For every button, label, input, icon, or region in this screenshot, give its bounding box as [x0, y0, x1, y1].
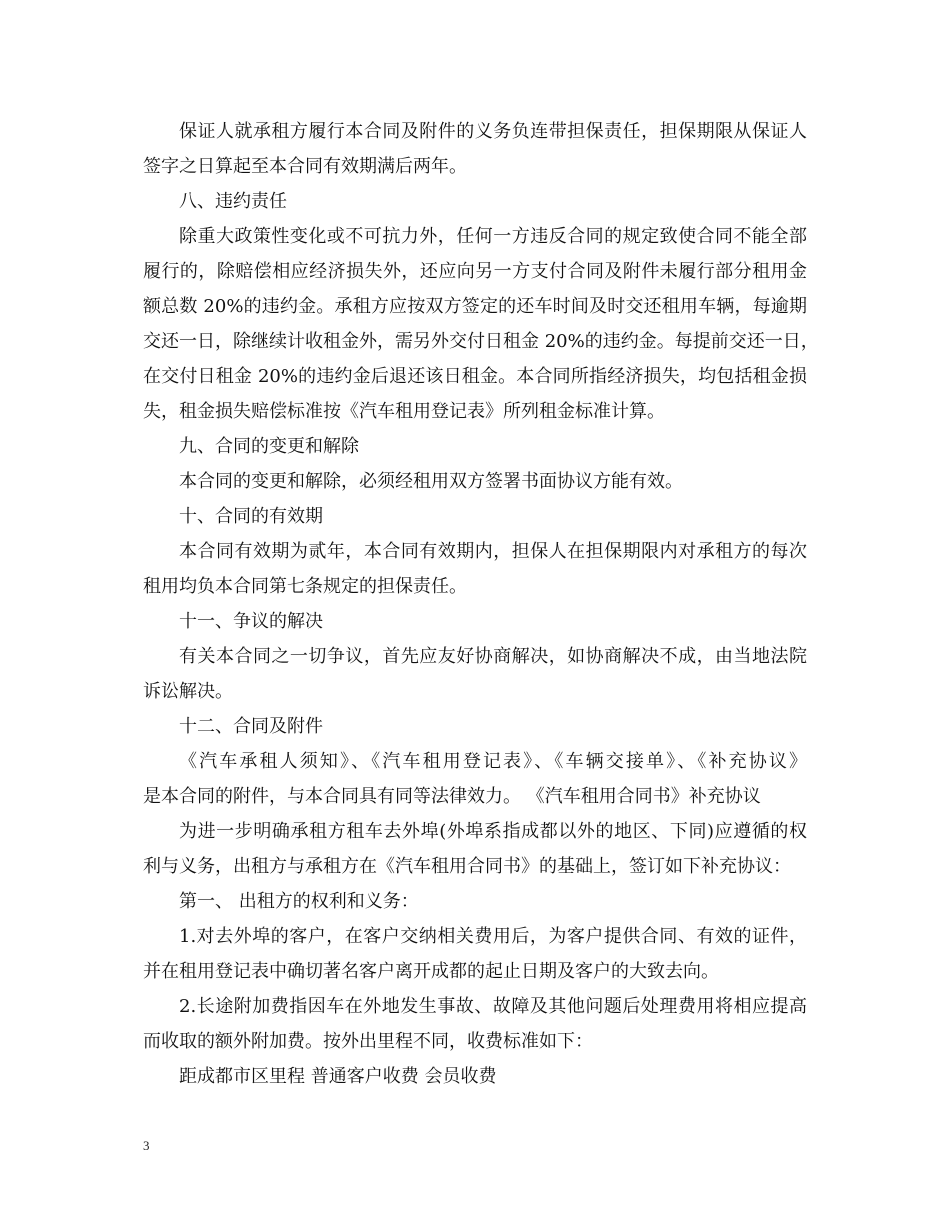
- paragraph: [143, 499, 807, 534]
- text-line: 是本合同的附件，与本合同具有同等法律效力。 《汽车租用合同书》补充协议: [143, 786, 761, 807]
- text-line: 额总数 20%的违约金。承租方应按双方签定的还车时间及时交还租用车辆，每逾期: [143, 296, 807, 317]
- text-line: 距成都市区里程 普通客户收费 会员收费: [179, 1066, 497, 1087]
- text-line: 失，租金损失赔偿标准按《汽车租用登记表》所列租金标准计算。: [143, 401, 665, 422]
- paragraph: [143, 219, 819, 429]
- paragraph: [143, 639, 807, 709]
- text-line: 十一、争议的解决: [179, 611, 323, 632]
- text-line: 本合同的变更和解除，必须经租用双方签署书面协议方能有效。: [179, 471, 683, 492]
- text-line: 为进一步明确承租方租车去外埠(外埠系指成都以外的地区、下同)应遵循的权: [179, 821, 807, 842]
- text-line: 八、违约责任: [179, 191, 287, 212]
- paragraph: [143, 604, 807, 639]
- text-line: 诉讼解决。: [143, 681, 233, 702]
- text-line: 九、合同的变更和解除: [179, 436, 359, 457]
- paragraph: [143, 184, 807, 219]
- text-line: 十二、合同及附件: [179, 716, 323, 737]
- text-line: 十、合同的有效期: [179, 506, 323, 527]
- paragraph: [143, 1059, 807, 1094]
- paragraph: [143, 919, 807, 989]
- text-line: 本合同有效期为贰年，本合同有效期内，担保人在担保期限内对承租方的每次: [179, 541, 807, 562]
- text-line: 第一、 出租方的权利和义务：: [179, 891, 419, 912]
- paragraph: [143, 744, 807, 814]
- paragraph: [143, 884, 807, 919]
- text-line: 签字之日算起至本合同有效期满后两年。: [143, 156, 467, 177]
- paragraph: [143, 534, 807, 604]
- paragraph: [143, 814, 807, 884]
- text-line: 除重大政策性变化或不可抗力外，任何一方违反合同的规定致使合同不能全部: [179, 226, 807, 247]
- paragraph: [143, 709, 807, 744]
- paragraph: [143, 464, 807, 499]
- text-line: 并在租用登记表中确切著名客户离开成都的起止日期及客户的大致去向。: [143, 961, 719, 982]
- text-line: 履行的，除赔偿相应经济损失外，还应向另一方支付合同及附件未履行部分租用金: [143, 261, 807, 282]
- text-line: 交还一日，除继续计收租金外，需另外交付日租金 20%的违约金。每提前交还一日，: [143, 331, 819, 352]
- page-number: 3: [143, 1138, 150, 1153]
- text-line: 2.长途附加费指因车在外地发生事故、故障及其他问题后处理费用将相应提高: [179, 996, 807, 1017]
- document-body: [143, 114, 819, 1094]
- text-line: 而收取的额外附加费。按外出里程不同，收费标准如下：: [143, 1031, 593, 1052]
- text-line: 租用均负本合同第七条规定的担保责任。: [143, 576, 467, 597]
- text-line: 保证人就承租方履行本合同及附件的义务负连带担保责任，担保期限从保证人: [179, 121, 807, 142]
- paragraph: [143, 989, 807, 1059]
- paragraph: [143, 429, 807, 464]
- paragraph: [143, 114, 807, 184]
- text-line: 1.对去外埠的客户，在客户交纳相关费用后，为客户提供合同、有效的证件，: [179, 926, 807, 947]
- text-line: 《汽车承租人须知》、《汽车租用登记表》、《车辆交接单》、《补充协议》: [179, 751, 807, 772]
- text-line: 利与义务，出租方与承租方在《汽车租用合同书》的基础上，签订如下补充协议：: [143, 856, 791, 877]
- text-line: 在交付日租金 20%的违约金后退还该日租金。本合同所指经济损失，均包括租金损: [143, 366, 807, 387]
- text-line: 有关本合同之一切争议，首先应友好协商解决，如协商解决不成，由当地法院: [179, 646, 807, 667]
